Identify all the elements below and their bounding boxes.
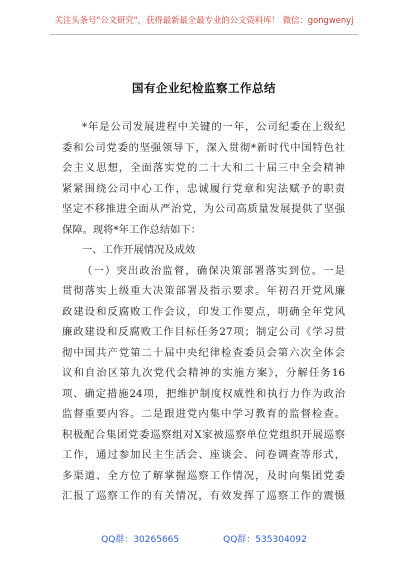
body-line: 监督重要内容。二是跟进党内集中学习教育的监督检查。 [62,408,345,420]
body-line: 紧紧围绕公司中心工作，忠诚履行党章和宪法赋予的职责 [62,182,345,195]
body-line: 工作，通过参加民主生活会、座谈会、问卷调查等形式， [62,449,345,461]
body-line: 委和公司党委的坚强领导下，深入贯彻*新时代中国特色社 [62,141,345,154]
footer-qq-group-2: QQ群：535304092 [223,535,307,545]
body-line: 一、工作开展情况及成效 [82,244,196,256]
footer [0,532,408,545]
footer-qq-group-1: QQ群：30265665 [101,535,180,545]
body-line: 积极配合集团党委巡察组对X家被巡察单位党组织开展巡察 [62,428,345,441]
body-line: 多渠道、全方位了解掌握巡察工作情况，及时向集团党委 [62,469,345,482]
body-line: *年是公司发展进程中关键的一年，公司纪委在上级纪 [82,121,345,133]
body-line: 议和自治区第九次党代会精神的实施方案》，分解任务16 [62,367,345,379]
body-line: 政建设和反腐败工作会议，印发工作要点，明确全年党风 [62,305,345,318]
header-divider [50,34,358,35]
body-line: 廉政建设和反腐败工作目标任务27项；制定公司《学习贯 [62,326,345,338]
document-body [62,117,345,507]
body-line: 会主义思想，全面落实党的二十大和二十届三中全会精神 [62,162,345,174]
body-line: （一）突出政治监督，确保决策部署落实到位。一是 [82,264,345,277]
body-line: 项、确定措施24项，把维护制度权威性和执行力作为政治 [62,387,345,400]
body-line: 彻中国共产党第二十届中央纪律检查委员会第六次全体会 [62,346,345,359]
body-line: 保障。现将*年工作总结如下： [62,223,202,236]
body-line: 坚定不移推进全面从严治党，为公司高质量发展提供了坚强 [62,203,345,215]
header-banner: 关注头条号"公文研究"，获得最新最全最专业的公文资料库！ 微信：gongwenyj [54,15,354,25]
body-line: 贯彻落实上级重大决策部署及指示要求。年初召开党风廉 [62,285,345,297]
body-line: 汇报了巡察工作的有关情况，有效发挥了巡察工作的震慑 [62,490,345,502]
document-title: 国有企业纪检监察工作总结 [132,81,276,95]
